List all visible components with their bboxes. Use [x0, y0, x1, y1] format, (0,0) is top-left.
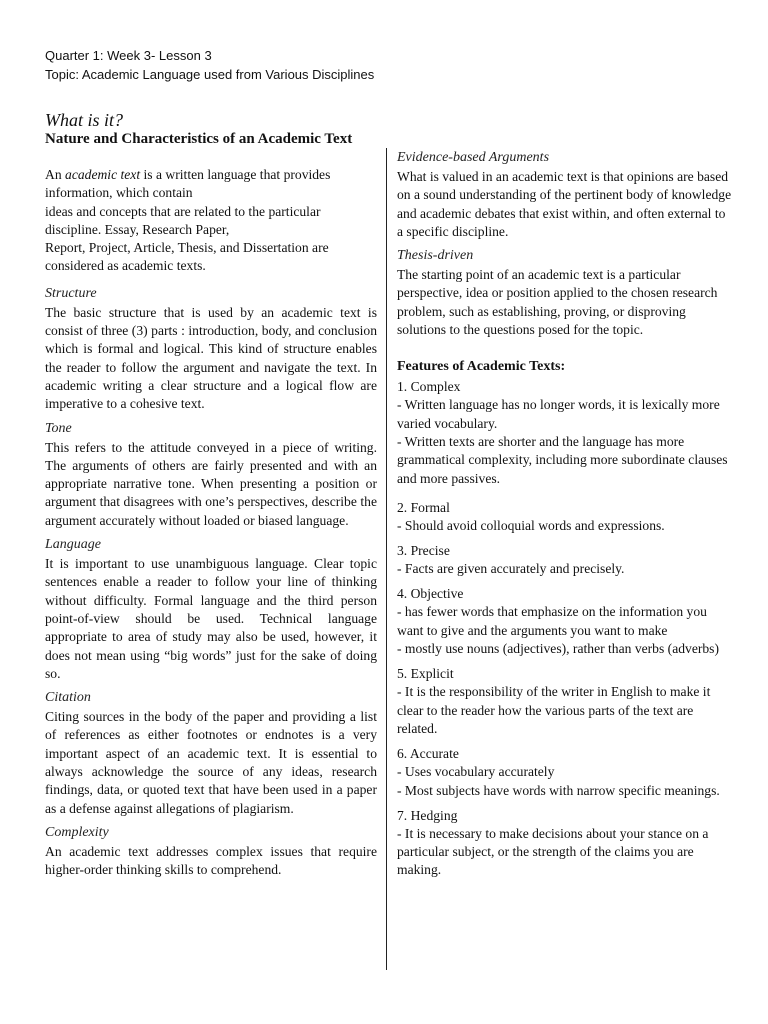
section-heading: Tone — [45, 420, 72, 436]
feature-line: - It is the responsibility of the writer in English to make it clear to the reader how the various parts of the text are related. — [397, 684, 711, 736]
section-complexity — [45, 823, 377, 880]
feature-name: 1. Complex — [397, 379, 461, 395]
feature-line: - has fewer words that emphasize on the information you want to give and the arguments you want to make — [397, 604, 707, 638]
right-column — [397, 148, 732, 880]
section-body: The starting point of an academic text is a particular perspective, idea or position applied to the chosen research problem, such as establishing, proving, or disproving solutions to the questions posed for the topic. — [397, 267, 718, 338]
feature-name: 4. Objective — [397, 586, 464, 602]
section-tone — [45, 419, 377, 530]
section-subtitle: Nature and Characteristics of an Academic Text — [45, 131, 353, 147]
section-evidence-based — [397, 148, 732, 241]
feature-line: - Should avoid colloquial words and expressions. — [397, 517, 665, 533]
feature-name: 2. Formal — [397, 499, 450, 515]
section-heading: Evidence-based Arguments — [397, 150, 550, 165]
section-heading: Thesis-driven — [397, 248, 474, 264]
feature-name: 3. Precise — [397, 543, 450, 559]
feature-item — [397, 377, 732, 487]
intro-paragraph — [45, 166, 377, 276]
section-structure — [45, 284, 377, 414]
feature-item — [397, 664, 732, 738]
left-column — [45, 166, 377, 885]
section-heading: Language — [45, 537, 101, 553]
section-citation — [45, 688, 377, 818]
column-divider — [386, 148, 387, 970]
section-body: The basic structure that is used by an academic text is consist of three (3) parts : introduction, body, and conclusion which is formal and logical. This kind of structure enables the reader to follow the argument and navigate the text. In academic writing a clear structure and a logical flow are imperative to a cohesive text. — [45, 304, 377, 412]
feature-item — [397, 584, 732, 658]
section-body: What is valued in an academic text is that opinions are based on a sound understanding of the pertinent body of knowledge and academic debates that exist within, and often external to a specific discipline. — [397, 169, 732, 239]
section-thesis-driven — [397, 246, 732, 339]
lesson-header — [45, 46, 374, 84]
feature-name: 6. Accurate — [397, 746, 459, 762]
intro-line: Report, Project, Article, Thesis, and Dissertation are considered as academic texts. — [45, 240, 329, 274]
feature-item — [397, 806, 732, 880]
feature-item — [397, 498, 732, 535]
features-list — [397, 357, 732, 879]
section-body: An academic text addresses complex issues that require higher-order thinking skills to comprehend. — [45, 843, 377, 878]
feature-line: - Written language has no longer words, it is lexically more varied vocabulary. — [397, 397, 720, 431]
section-body: This refers to the attitude conveyed in a piece of writing. The arguments of others are fairly presented and with an appropriate narrative tone. When presenting a position or argument that disagrees with one’s perspectives, describe the argument accurately without loaded or biased language. — [45, 439, 377, 528]
feature-line: - Facts are given accurately and precisely. — [397, 561, 625, 577]
intro-prefix: An — [45, 167, 66, 182]
feature-line: - Most subjects have words with narrow specific meanings. — [397, 782, 720, 798]
intro-line: ideas and concepts that are related to the particular discipline. Essay, Research Paper, — [45, 203, 321, 237]
section-body: It is important to use unambiguous language. Clear topic sentences enable a reader to follow your line of thinking without difficulty. Formal language and the third person point-of-view should be used. Technical language appropriate to area of study may also be used, however, it does not mean using “big words” just for the sake of doing so. — [45, 556, 377, 681]
feature-name: 7. Hedging — [397, 807, 458, 823]
lesson-quarter-week: Quarter 1: Week 3- Lesson 3 — [45, 48, 212, 63]
section-language — [45, 535, 377, 683]
section-heading: Structure — [45, 285, 97, 301]
feature-line: - It is necessary to make decisions about your stance on a particular subject, or the strength of the claims you are making. — [397, 825, 709, 878]
feature-name: 5. Explicit — [397, 666, 454, 682]
lesson-topic: Topic: Academic Language used from Various Disciplines — [45, 67, 375, 82]
what-is-it-heading: What is it? — [45, 110, 124, 130]
features-title: Features of Academic Texts: — [397, 359, 566, 375]
feature-line: - mostly use nouns (adjectives), rather than verbs (adverbs) — [397, 641, 719, 657]
feature-item — [397, 744, 732, 800]
intro-term: academic text — [65, 167, 141, 182]
feature-line: - Uses vocabulary accurately — [397, 764, 555, 780]
feature-line: - Written texts are shorter and the language has more grammatical complexity, including more subordinate clauses and more passives. — [397, 433, 728, 486]
feature-item — [397, 541, 732, 578]
section-heading: Citation — [45, 690, 91, 706]
section-heading: Complexity — [45, 824, 109, 840]
intro-rest: is a written language that provides information, which contain — [45, 167, 331, 201]
section-body: Citing sources in the body of the paper and providing a list of references as either footnotes or endnotes is a very important aspect of an academic text. It is essential to always acknowledge the source of any ideas, research findings, data, or quoted text that have been used in a paper as a defense against allegations of plagiarism. — [45, 709, 377, 816]
